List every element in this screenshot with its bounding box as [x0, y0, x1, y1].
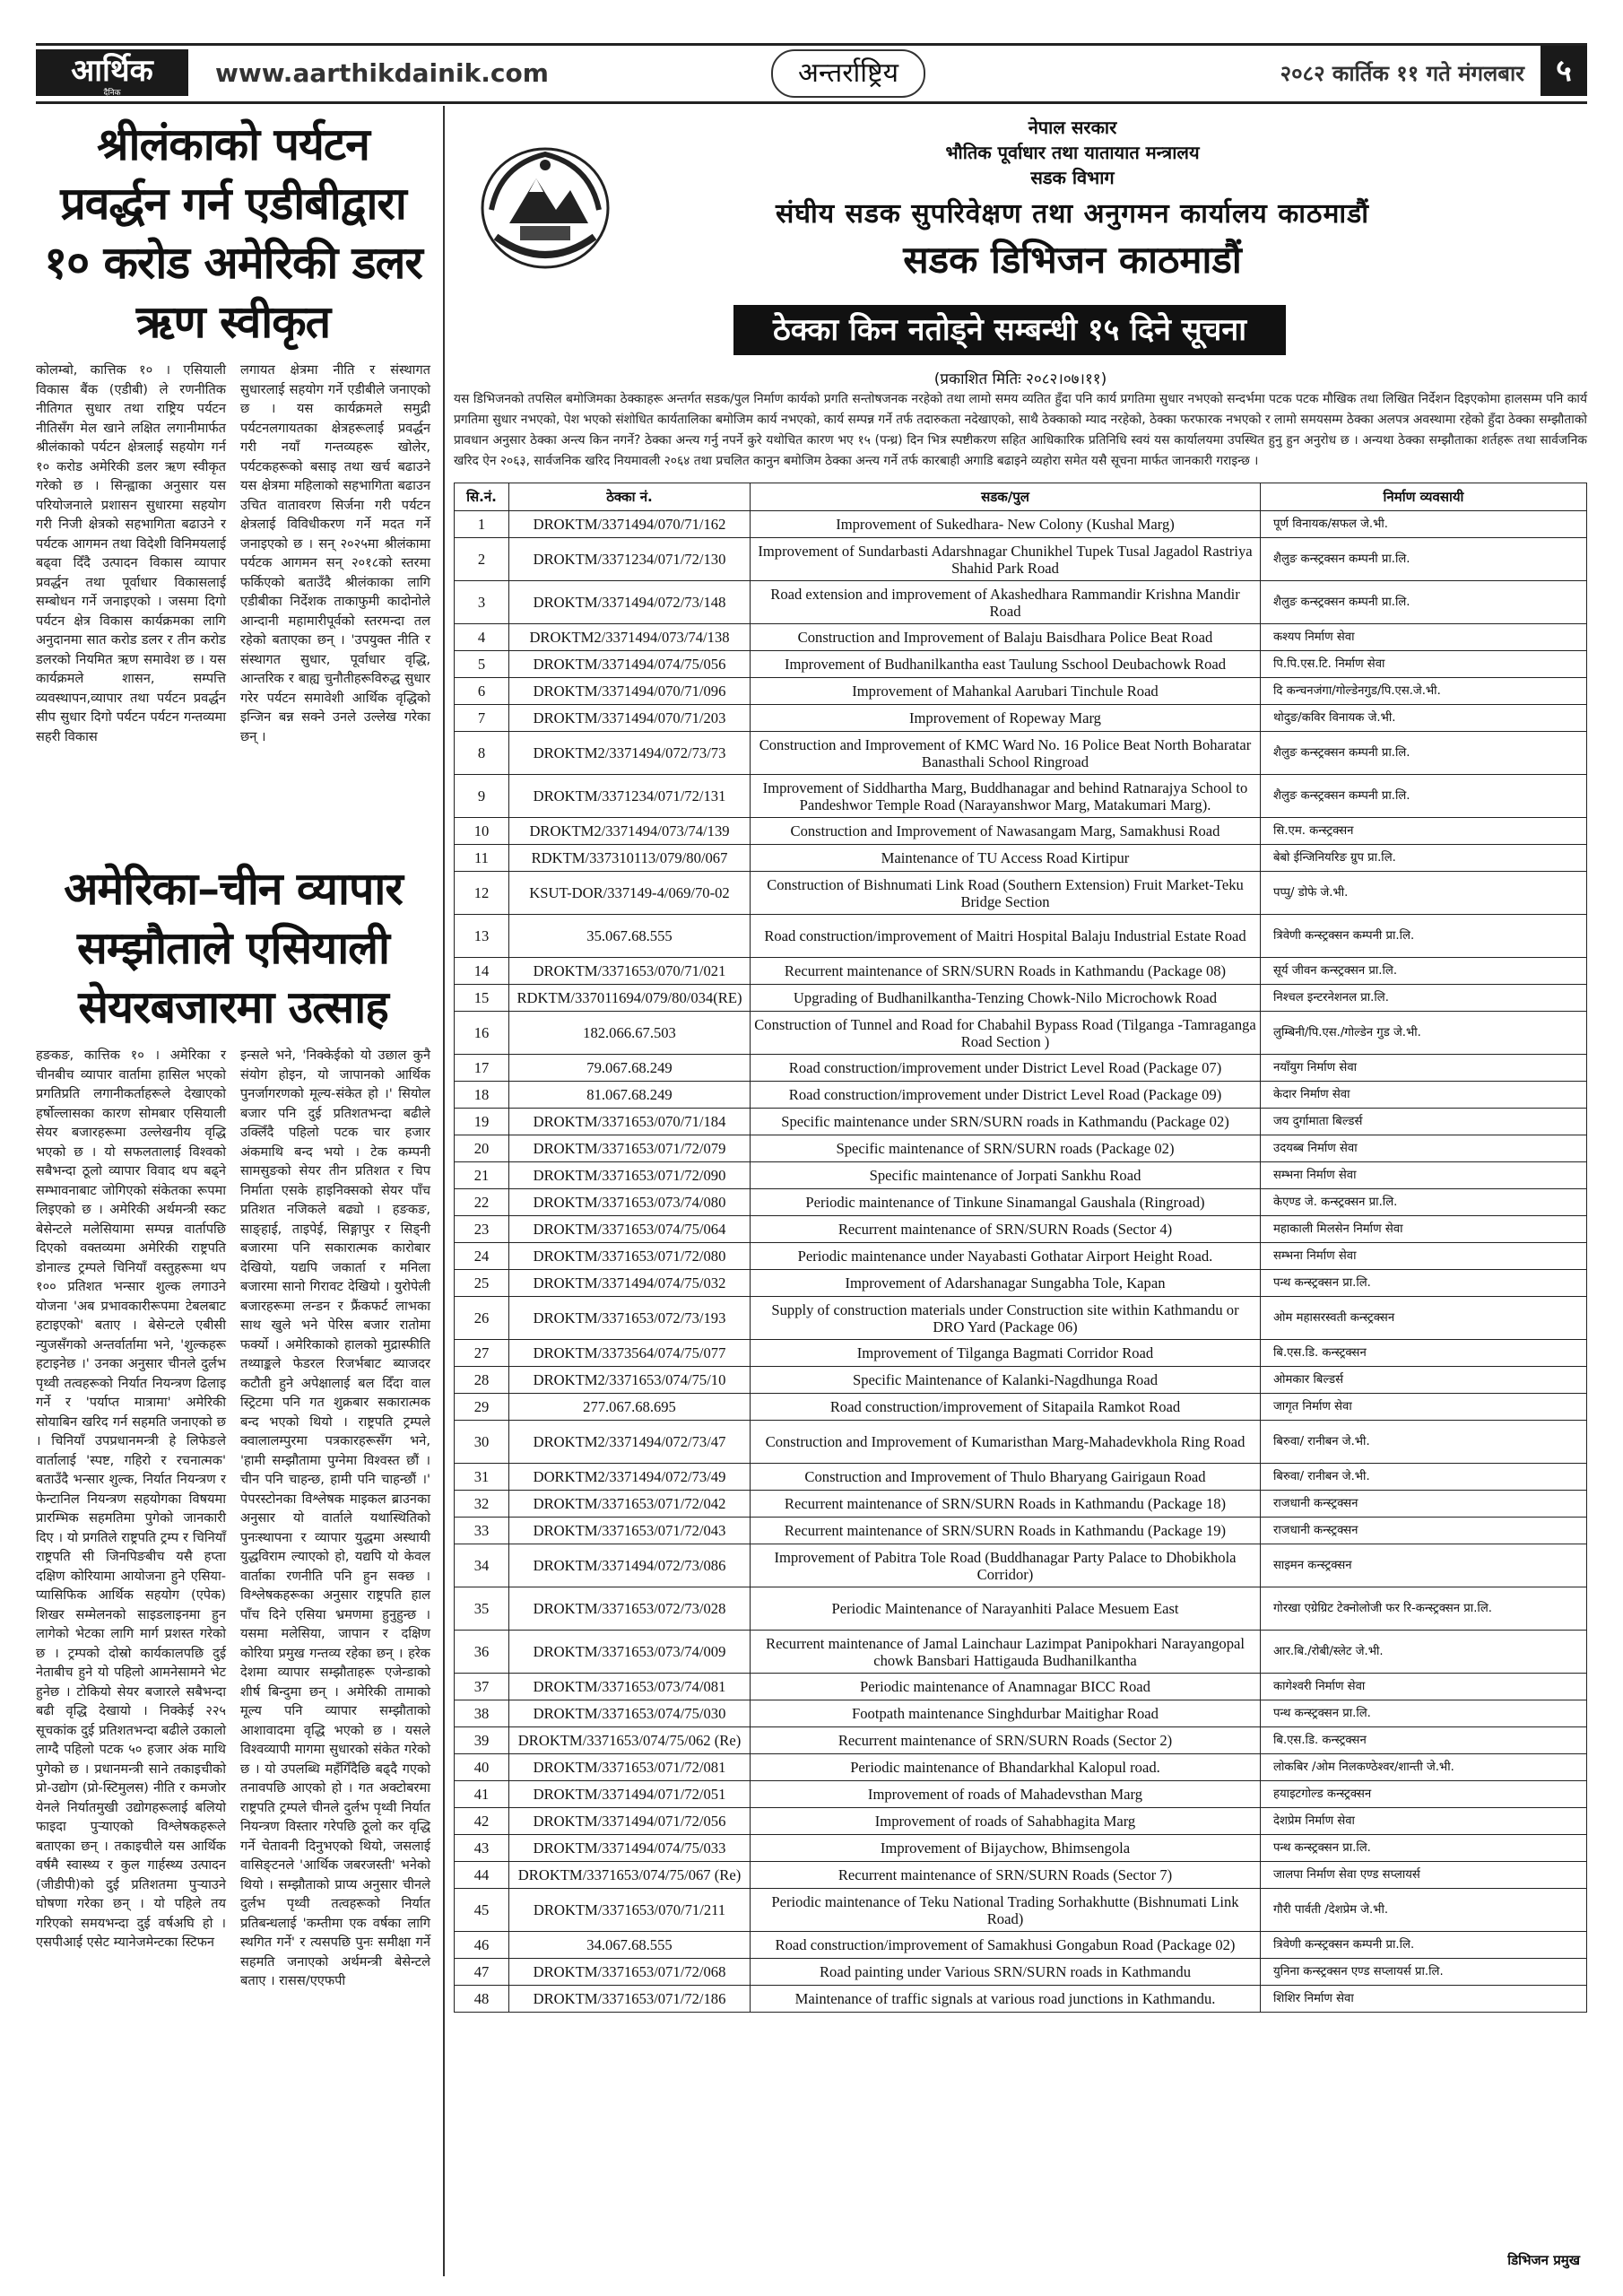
table-row: [455, 538, 1587, 581]
serial-cell: 24: [455, 1243, 509, 1270]
contractor-cell: राजधानी कन्स्ट्रक्सन: [1261, 1491, 1587, 1518]
table-row: [455, 1340, 1587, 1367]
serial-cell: 41: [455, 1781, 509, 1808]
table-row: [455, 958, 1587, 985]
contract-no-cell: DROKTM/3371494/070/71/096: [509, 678, 751, 705]
road-name-cell: Construction and Improvement of Thulo Bharyang Gairigaun Road: [751, 1464, 1261, 1491]
serial-cell: 1: [455, 511, 509, 538]
contract-no-cell: KSUT-DOR/337149-4/069/70-02: [509, 872, 751, 915]
table-row: [455, 1491, 1587, 1518]
road-name-cell: Recurrent maintenance of SRN/SURN Roads (Sector 2): [751, 1727, 1261, 1754]
serial-cell: 28: [455, 1367, 509, 1394]
serial-cell: 31: [455, 1464, 509, 1491]
contractor-cell: जालपा निर्माण सेवा एण्ड सप्लायर्स: [1261, 1862, 1587, 1889]
contractor-cell: पन्थ कन्स्ट्रक्सन प्रा.लि.: [1261, 1700, 1587, 1727]
serial-cell: 42: [455, 1808, 509, 1835]
contract-no-cell: DROKTM/3371653/074/75/062 (Re): [509, 1727, 751, 1754]
contractor-cell: आर.बि./रोबी/स्लेट जे.भी.: [1261, 1631, 1587, 1674]
contract-no-cell: DROKTM/3371653/074/75/064: [509, 1216, 751, 1243]
contract-no-cell: DROKTM/3371653/074/75/030: [509, 1700, 751, 1727]
contractor-cell: गोरखा एग्रेग्रिट टेक्नोलोजी फर रि-कन्स्ट्रक्सन प्रा.लि.: [1261, 1587, 1587, 1631]
table-row: [455, 1808, 1587, 1835]
table-row: [455, 705, 1587, 732]
contractor-cell: ओमकार बिल्डर्स: [1261, 1367, 1587, 1394]
story2-headline: अमेरिका–चीन व्यापार सम्झौताले एसियाली सेयरबजारमा उत्साह: [64, 862, 403, 1033]
road-name-cell: Improvement of Sundarbasti Adarshnagar Chunikhel Tupek Tusal Jagadol Rastriya Shahid Park Road: [751, 538, 1261, 581]
table-row: [455, 1587, 1587, 1631]
story-us-china-trade: [36, 859, 430, 1991]
contract-no-cell: DROKTM/3371494/074/75/032: [509, 1270, 751, 1297]
contractor-cell: पन्थ कन्स्ट्रक्सन प्रा.लि.: [1261, 1270, 1587, 1297]
serial-cell: 27: [455, 1340, 509, 1367]
contractor-cell: त्रिवेणी कन्स्ट्रक्सन कम्पनी प्रा.लि.: [1261, 1932, 1587, 1959]
serial-cell: 44: [455, 1862, 509, 1889]
table-row: [455, 1135, 1587, 1162]
serial-cell: 15: [455, 985, 509, 1012]
table-row: [455, 1270, 1587, 1297]
nepal-government-emblem-icon: [473, 138, 617, 273]
contractor-cell: लोकबिर /ओम निलकण्ठेश्वर/शान्ती जे.भी.: [1261, 1754, 1587, 1781]
table-row: [455, 1518, 1587, 1544]
serial-cell: 9: [455, 775, 509, 818]
contractor-cell: शैलुङ कन्स्ट्रक्सन कम्पनी प्रा.लि.: [1261, 538, 1587, 581]
road-name-cell: Recurrent maintenance of SRN/SURN Roads in Kathmandu (Package 18): [751, 1491, 1261, 1518]
serial-cell: 3: [455, 581, 509, 624]
story1-headline: श्रीलंकाको पर्यटन प्रवर्द्धन गर्न एडीबीद्वारा १० करोड अमेरिकी डलर ऋण स्वीकृत: [44, 117, 422, 348]
road-name-cell: Maintenance of traffic signals at various road junctions in Kathmandu.: [751, 1986, 1261, 2013]
contractor-cell: बि.एस.डि. कन्स्ट्रक्सन: [1261, 1727, 1587, 1754]
serial-cell: 6: [455, 678, 509, 705]
road-name-cell: Periodic maintenance of Tinkune Sinamangal Gaushala (Ringroad): [751, 1189, 1261, 1216]
serial-cell: 13: [455, 915, 509, 958]
newspaper-logo[interactable]: आर्थिक दैनिक: [36, 49, 188, 96]
road-name-cell: Specific maintenance under SRN/SURN roads in Kathmandu (Package 02): [751, 1109, 1261, 1135]
road-name-cell: Improvement of Ropeway Marg: [751, 705, 1261, 732]
serial-cell: 47: [455, 1959, 509, 1986]
serial-cell: 21: [455, 1162, 509, 1189]
contract-no-cell: DROKTM2/3371653/074/75/10: [509, 1367, 751, 1394]
contractor-cell: पप्पु/ डोफे जे.भी.: [1261, 872, 1587, 915]
contract-no-cell: DROKTM/3371653/073/74/081: [509, 1674, 751, 1700]
serial-cell: 22: [455, 1189, 509, 1216]
contractor-cell: थोदुङ/कविर विनायक जे.भी.: [1261, 705, 1587, 732]
table-row: [455, 1162, 1587, 1189]
contract-no-cell: DROKTM/3373564/074/75/077: [509, 1340, 751, 1367]
table-row: [455, 1700, 1587, 1727]
table-body: [455, 511, 1587, 2013]
serial-cell: 34: [455, 1544, 509, 1587]
serial-cell: 14: [455, 958, 509, 985]
road-name-cell: Improvement of roads of Sahabhagita Marg: [751, 1808, 1261, 1835]
serial-cell: 16: [455, 1012, 509, 1055]
contract-no-cell: 277.067.68.695: [509, 1394, 751, 1421]
contractor-cell: केएण्ड जे. कन्स्ट्रक्सन प्रा.लि.: [1261, 1189, 1587, 1216]
contract-table: [454, 483, 1587, 2013]
contractor-cell: उदयब्ब निर्माण सेवा: [1261, 1135, 1587, 1162]
serial-cell: 37: [455, 1674, 509, 1700]
road-name-cell: Road construction/improvement under District Level Road (Package 09): [751, 1082, 1261, 1109]
serial-cell: 35: [455, 1587, 509, 1631]
column-divider: [443, 106, 445, 2276]
contractor-cell: बिरुवा/ रानीबन जे.भी.: [1261, 1464, 1587, 1491]
contract-no-cell: DROKTM/3371653/072/73/028: [509, 1587, 751, 1631]
contractor-cell: जय दुर्गामाता बिल्डर्स: [1261, 1109, 1587, 1135]
notice-office-line: संघीय सडक सुपरिवेक्षण तथा अनुगमन कार्यालय काठमाडौं: [775, 198, 1370, 230]
table-row: [455, 1012, 1587, 1055]
road-name-cell: Road extension and improvement of Akashedhara Rammandir Krishna Mandir Road: [751, 581, 1261, 624]
page-number: ५: [1541, 46, 1587, 96]
contractor-cell: पि.पि.एस.टि. निर्माण सेवा: [1261, 651, 1587, 678]
contract-no-cell: RDKTM/337011694/079/80/034(RE): [509, 985, 751, 1012]
road-name-cell: Recurrent maintenance of SRN/SURN Roads in Kathmandu (Package 08): [751, 958, 1261, 985]
contractor-cell: दि कन्चनजंगा/गोल्डेनगुड/पि.एस.जे.भी.: [1261, 678, 1587, 705]
table-row: [455, 1674, 1587, 1700]
serial-cell: 45: [455, 1889, 509, 1932]
contractor-cell: बेबो ईन्जिनियरिङ ग्रुप प्रा.लि.: [1261, 845, 1587, 872]
contractor-cell: साइमन कन्स्ट्रक्सन: [1261, 1544, 1587, 1587]
serial-cell: 11: [455, 845, 509, 872]
masthead: [36, 43, 1587, 104]
table-row: [455, 581, 1587, 624]
contractor-cell: नयाँयुग निर्माण सेवा: [1261, 1055, 1587, 1082]
division-chief-signature: डिभिजन प्रमुख: [1507, 2252, 1580, 2268]
contract-no-cell: 182.066.67.503: [509, 1012, 751, 1055]
contract-no-cell: DROKTM2/3371494/072/73/47: [509, 1421, 751, 1464]
notice-department-line: सडक विभाग: [1030, 167, 1115, 188]
road-name-cell: Improvement of roads of Mahadevsthan Marg: [751, 1781, 1261, 1808]
serial-cell: 23: [455, 1216, 509, 1243]
table-row: [455, 1986, 1587, 2013]
road-name-cell: Improvement of Tilganga Bagmati Corridor Road: [751, 1340, 1261, 1367]
serial-cell: 12: [455, 872, 509, 915]
table-row: [455, 624, 1587, 651]
contract-no-cell: DROKTM/3371653/071/72/043: [509, 1518, 751, 1544]
serial-cell: 46: [455, 1932, 509, 1959]
table-row: [455, 678, 1587, 705]
road-name-cell: Footpath maintenance Singhdurbar Maitighar Road: [751, 1700, 1261, 1727]
road-name-cell: Road construction/improvement under District Level Road (Package 07): [751, 1055, 1261, 1082]
road-name-cell: Road painting under Various SRN/SURN roads in Kathmandu: [751, 1959, 1261, 1986]
table-row: [455, 651, 1587, 678]
road-name-cell: Construction and Improvement of Nawasangam Marg, Samakhusi Road: [751, 818, 1261, 845]
road-name-cell: Improvement of Budhanilkantha east Taulung Sschool Deubachowk Road: [751, 651, 1261, 678]
table-row: [455, 1297, 1587, 1340]
serial-cell: 19: [455, 1109, 509, 1135]
story-sri-lanka: [36, 115, 430, 746]
contract-no-cell: DROKTM/3371494/070/71/162: [509, 511, 751, 538]
notice-govt-line: नेपाल सरकार: [1028, 117, 1117, 138]
table-row: [455, 1216, 1587, 1243]
table-row: [455, 1055, 1587, 1082]
contract-no-cell: DROKTM/3371234/071/72/131: [509, 775, 751, 818]
table-row: [455, 818, 1587, 845]
serial-cell: 4: [455, 624, 509, 651]
table-row: [455, 1464, 1587, 1491]
road-name-cell: Improvement of Pabitra Tole Road (Buddhanagar Party Palace to Dhobikhola Corridor): [751, 1544, 1261, 1587]
serial-cell: 48: [455, 1986, 509, 2013]
story1-column-1: कोलम्बो, कात्तिक १० । एसियाली विकास बैंक (एडीबी) ले रणनीतिक नीतिगत सुधार तथा राष्ट्रिय पर्यटन नीतिसँग मेल खाने लक्षित लगानीमार्फत श्रीलंकाको पर्यटन क्षेत्रलाई सहयोग गर्न १० करोड अमेरिकी डलर ऋण स्वीकृत गरेको छ । सिन्ह्वाका अनुसार यस परियोजनाले प्रशासन सुधारमा सहयोग गरी निजी क्षेत्रको सहभागिता बढाउने र पर्यटक आगमन तथा विदेशी विनिमयलाई बढ्वा दिँदै उत्पादन विकास व्यापार प्रवर्द्धन तथा पूर्वाधार विकासलाई सम्बोधन गर्ने जनाइएको । जसमा दिगो पर्यटन क्षेत्र विकास कार्यक्रमका लागि अनुदानमा सात करोड डलर र तीन करोड डलरको नियमित ऋण समावेश छ । यस कार्यक्रमले शासन, सम्पत्ति व्यवस्थापन,व्यापार तथा पर्यटन प्रवर्द्धन सीप सुधार दिगो पर्यटन पर्यटन गन्तव्यमा सहरी विकास: [36, 362, 226, 744]
road-name-cell: Improvement of Mahankal Aarubari Tinchule Road: [751, 678, 1261, 705]
table-row: [455, 1631, 1587, 1674]
contract-no-cell: DROKTM/3371494/071/72/051: [509, 1781, 751, 1808]
contract-no-cell: DROKTM/3371494/072/73/086: [509, 1544, 751, 1587]
notice-banner-title: ठेक्का किन नतोड्ने सम्बन्धी १५ दिने सूचना: [733, 305, 1286, 355]
contractor-cell: जागृत निर्माण सेवा: [1261, 1394, 1587, 1421]
serial-cell: 36: [455, 1631, 509, 1674]
contract-no-cell: DROKTM/3371653/073/74/009: [509, 1631, 751, 1674]
road-name-cell: Construction and Improvement of Balaju Baisdhara Police Beat Road: [751, 624, 1261, 651]
table-header-cell: ठेक्का नं.: [509, 483, 751, 511]
road-name-cell: Recurrent maintenance of SRN/SURN Roads in Kathmandu (Package 19): [751, 1518, 1261, 1544]
contract-no-cell: DROKTM/3371653/071/72/186: [509, 1986, 751, 2013]
serial-cell: 38: [455, 1700, 509, 1727]
road-name-cell: Improvement of Siddhartha Marg, Buddhanagar and behind Ratnarajya School to Pandeshwor Temple Road (Narayanshwor Marg, Matakumari Marg).: [751, 775, 1261, 818]
road-name-cell: Periodic maintenance of Anamnagar BICC Road: [751, 1674, 1261, 1700]
road-name-cell: Construction of Bishnumati Link Road (Southern Extension) Fruit Market-Teku Bridge Section: [751, 872, 1261, 915]
serial-cell: 30: [455, 1421, 509, 1464]
contract-no-cell: DROKTM/3371653/071/72/090: [509, 1162, 751, 1189]
road-name-cell: Improvement of Bijaychow, Bhimsengola: [751, 1835, 1261, 1862]
website-link[interactable]: www.aarthikdainik.com: [215, 58, 549, 88]
table-row: [455, 1959, 1587, 1986]
contractor-cell: शैलुङ कन्स्ट्रक्सन कम्पनी प्रा.लि.: [1261, 581, 1587, 624]
serial-cell: 17: [455, 1055, 509, 1082]
road-name-cell: Upgrading of Budhanilkantha-Tenzing Chowk-Nilo Microchowk Road: [751, 985, 1261, 1012]
table-header-cell: निर्माण व्यवसायी: [1261, 483, 1587, 511]
issue-date: २०८२ कार्तिक ११ गते मंगलबार: [1280, 61, 1524, 86]
table-header-cell: सडक/पुल: [751, 483, 1261, 511]
serial-cell: 32: [455, 1491, 509, 1518]
contractor-cell: ओम महासरस्वती कन्स्ट्रक्सन: [1261, 1297, 1587, 1340]
road-name-cell: Periodic Maintenance of Narayanhiti Palace Mesuem East: [751, 1587, 1261, 1631]
table-row: [455, 1781, 1587, 1808]
road-name-cell: Road construction/improvement of Samakhusi Gongabun Road (Package 02): [751, 1932, 1261, 1959]
road-name-cell: Specific maintenance of Jorpati Sankhu Road: [751, 1162, 1261, 1189]
contractor-cell: शिशिर निर्माण सेवा: [1261, 1986, 1587, 2013]
road-name-cell: Periodic maintenance under Nayabasti Gothatar Airport Height Road.: [751, 1243, 1261, 1270]
table-row: [455, 845, 1587, 872]
road-name-cell: Maintenance of TU Access Road Kirtipur: [751, 845, 1261, 872]
story1-column-2: लगायत क्षेत्रमा नीति र संस्थागत सुधारलाई सहयोग गर्ने एडीबीले जनाएको छ । यस कार्यक्रमले समुद्री पर्यटनलगायतका क्षेत्रहरूलाई प्रवर्द्धन गरी नयाँ गन्तव्यहरू खोलेर, पर्यटकहरूको बसाइ तथा खर्च बढाउने यस क्षेत्रमा महिलाको सहभागिता बढाउन उचित वातावरण सिर्जना गरी पर्यटन क्षेत्रलाई विविधीकरण गर्ने मदत गर्ने जनाइएको छ । सन् २०२५मा श्रीलंकामा पर्यटक आगमन सन् २०१८को स्तरमा फर्किएको बताउँदै श्रीलंकाका लागि एडीबीका निर्देशक ताकाफुमी कादोनोले आन्दानी महामारीपूर्वको स्तरमन्दा तल रहेको बताएका छन् । 'उपयुक्त नीति र संस्थागत सुधार, पूर्वाधार वृद्धि, आन्तरिक र बाह्य चुनौतीहरूविरुद्ध सुधार गरेर पर्यटन समावेशी आर्थिक वृद्धिको इन्जिन बन्न सक्ने उनले उल्लेख गरेका छन् ।: [240, 362, 430, 744]
table-row: [455, 1421, 1587, 1464]
serial-cell: 29: [455, 1394, 509, 1421]
table-header-row: [455, 483, 1587, 511]
contractor-cell: गौरी पार्वती /देशप्रेम जे.भी.: [1261, 1889, 1587, 1932]
contract-no-cell: DROKTM/3371494/074/75/056: [509, 651, 751, 678]
contract-no-cell: 34.067.68.555: [509, 1932, 751, 1959]
story2-column-1: हङकङ, कात्तिक १० । अमेरिका र चीनबीच व्यापार वार्तामा हासिल भएको प्रगतिप्रति लगानीकर्ताहरूले देखाएको हर्षोल्लासका कारण सोमबार एसियाली सेयर बजारहरूमा उल्लेखनीय वृद्धि भएको छ । यो सफलतालाई विश्वको सबैभन्दा ठूलो व्यापार विवाद थप बढ्ने सम्भावनाबाट जोगिएको संकेतका रूपमा लिइएको छ । अमेरिकी अर्थमन्त्री स्कट बेसेन्टले मलेसियामा सम्पन्न वार्तापछि दिएको वक्तव्यमा अमेरिकी राष्ट्रपति डोनाल्ड ट्रम्पले चिनियाँ वस्तुहरूमा थप १०० प्रतिशत भन्सार शुल्क लगाउने योजना 'अब प्रभावकारीरूपमा टेबलबाट हटाइएको' बताए । बेसेन्टले एबीसी न्युजसँगको अन्तर्वार्तामा भने, 'शुल्कहरू हटाइनेछ ।' उनका अनुसार चीनले दुर्लभ पृथ्वी तत्वहरूको निर्यात नियन्त्रण ढिलाइ गर्ने र 'पर्याप्त मात्रामा' अमेरिकी सोयाबिन खरिद गर्न सहमति जनाएको छ । चिनियाँ उपप्रधानमन्त्री हे लिफेङले वार्तालाई 'स्पष्ट, गहिरो र रचनात्मक' बताउँदै भन्सार शुल्क, निर्यात नियन्त्रण र फेन्टानिल नियन्त्रण सहयोगका विषयमा प्रारम्भिक सहमतिमा पुगेको जानकारी दिए । यो प्रगतिले राष्ट्रपति ट्रम्प र चिनियाँ राष्ट्रपति सी जिनपिङबीच यसै हप्ता दक्षिण कोरियामा आयोजना हुने एसिया-प्यासिफिक आर्थिक सहयोग (एपेक) शिखर सम्मेलनको साइडलाइनमा हुन लागेको भेटका लागि मार्ग प्रशस्त गरेको छ । ट्रम्पको दोस्रो कार्यकालपछि दुई नेताबीच हुने यो पहिलो आमनेसामने भेट हुनेछ । टोकियो सेयर बजारले सबैभन्दा बढी वृद्धि देखायो । निक्केई २२५ सूचकांक दुई प्रतिशतभन्दा बढीले उकालो लाग्दै पहिलो पटक ५० हजार अंक माथि पुगेको छ । प्रधानमन्त्री साने तकाइचीको प्रो-उद्योग (प्रो-स्टिमुलस) नीति र कमजोर येनले निर्यातमुखी उद्योगहरूलाई बलियो फाइदा पुऱ्याएको विश्लेषकहरूले बताएका छन् । तकाइचीले यस आर्थिक वर्षमै स्वास्थ्य र कुल गार्हस्थ्य उत्पादन (जीडीपी)को दुई प्रतिशतमा पुऱ्याउने घोषणा गरेका छन् । यो पहिले तय गरिएको समयभन्दा दुई वर्षअघि हो । एसपीआई एसेट म्यानेजमेन्टका स्टिफन: [36, 1048, 226, 1950]
table-row: [455, 511, 1587, 538]
road-name-cell: Road construction/improvement of Maitri Hospital Balaju Industrial Estate Road: [751, 915, 1261, 958]
road-name-cell: Recurrent maintenance of SRN/SURN Roads (Sector 4): [751, 1216, 1261, 1243]
serial-cell: 20: [455, 1135, 509, 1162]
contractor-cell: शैलुङ कन्स्ट्रक्सन कम्पनी प्रा.लि.: [1261, 775, 1587, 818]
section-label: अन्तर्राष्ट्रिय: [771, 49, 925, 98]
contractor-cell: बिरुवा/ रानीबन जे.भी.: [1261, 1421, 1587, 1464]
serial-cell: 2: [455, 538, 509, 581]
contractor-cell: लुम्बिनी/पि.एस./गोल्डेन गुड जे.भी.: [1261, 1012, 1587, 1055]
road-name-cell: Recurrent maintenance of Jamal Lainchaur Lazimpat Panipokhari Narayangopal chowk Bansbari Hattigauda Budhanilkantha: [751, 1631, 1261, 1674]
serial-cell: 10: [455, 818, 509, 845]
table-row: [455, 1189, 1587, 1216]
serial-cell: 25: [455, 1270, 509, 1297]
road-name-cell: Periodic maintenance of Bhandarkhal Kalopul road.: [751, 1754, 1261, 1781]
contractor-cell: कश्यप निर्माण सेवा: [1261, 624, 1587, 651]
contract-no-cell: DROKTM/3371653/071/72/042: [509, 1491, 751, 1518]
table-row: [455, 1727, 1587, 1754]
table-row: [455, 1394, 1587, 1421]
road-name-cell: Specific maintenance of SRN/SURN roads (Package 02): [751, 1135, 1261, 1162]
table-row: [455, 775, 1587, 818]
contract-no-cell: DROKTM/3371653/070/71/184: [509, 1109, 751, 1135]
contract-no-cell: DROKTM/3371653/074/75/067 (Re): [509, 1862, 751, 1889]
contract-no-cell: DROKTM/3371653/070/71/021: [509, 958, 751, 985]
contractor-cell: सम्भना निर्माण सेवा: [1261, 1243, 1587, 1270]
contract-no-cell: DROKTM/3371653/072/73/193: [509, 1297, 751, 1340]
serial-cell: 43: [455, 1835, 509, 1862]
table-row: [455, 915, 1587, 958]
serial-cell: 7: [455, 705, 509, 732]
contract-no-cell: 35.067.68.555: [509, 915, 751, 958]
serial-cell: 33: [455, 1518, 509, 1544]
road-name-cell: Construction and Improvement of Kumaristhan Marg-Mahadevkhola Ring Road: [751, 1421, 1261, 1464]
road-name-cell: Improvement of Adarshanagar Sungabha Tole, Kapan: [751, 1270, 1261, 1297]
contract-no-cell: DROKTM/3371494/074/75/033: [509, 1835, 751, 1862]
table-header-cell: सि.नं.: [455, 483, 509, 511]
contract-no-cell: RDKTM/337310113/079/80/067: [509, 845, 751, 872]
serial-cell: 5: [455, 651, 509, 678]
notice-ministry-line: भौतिक पूर्वाधार तथा यातायात मन्त्रालय: [945, 142, 1200, 163]
contract-no-cell: DROKTM/3371653/070/71/211: [509, 1889, 751, 1932]
notice-publish-date: (प्रकाशित मितिः २०८२।०७।११): [933, 370, 1107, 388]
contract-no-cell: DROKTM/3371653/071/72/080: [509, 1243, 751, 1270]
contract-no-cell: DROKTM/3371494/071/72/056: [509, 1808, 751, 1835]
contract-no-cell: DROKTM2/3371494/073/74/138: [509, 624, 751, 651]
road-name-cell: Construction and Improvement of KMC Ward No. 16 Police Beat North Boharatar Banasthali School Ringroad: [751, 732, 1261, 775]
contractor-cell: युनिना कन्स्ट्रक्सन एण्ड सप्लायर्स प्रा.लि.: [1261, 1959, 1587, 1986]
contractor-cell: सूर्य जीवन कन्स्ट्रक्सन प्रा.लि.: [1261, 958, 1587, 985]
contract-no-cell: DROKTM2/3371494/073/74/139: [509, 818, 751, 845]
contractor-cell: बि.एस.डि. कन्स्ट्रक्सन: [1261, 1340, 1587, 1367]
contractor-cell: राजधानी कन्स्ट्रक्सन: [1261, 1518, 1587, 1544]
table-row: [455, 1889, 1587, 1932]
road-name-cell: Specific Maintenance of Kalanki-Nagdhunga Road: [751, 1367, 1261, 1394]
contract-no-cell: DORKTM2/3371494/072/73/49: [509, 1464, 751, 1491]
table-row: [455, 985, 1587, 1012]
table-row: [455, 1082, 1587, 1109]
contract-no-cell: DROKTM/3371494/070/71/203: [509, 705, 751, 732]
road-name-cell: Recurrent maintenance of SRN/SURN Roads (Sector 7): [751, 1862, 1261, 1889]
contractor-cell: केदार निर्माण सेवा: [1261, 1082, 1587, 1109]
contractor-cell: सि.एम. कन्स्ट्रक्सन: [1261, 818, 1587, 845]
contract-no-cell: 81.067.68.249: [509, 1082, 751, 1109]
contractor-cell: निश्चल इन्टरनेशनल प्रा.लि.: [1261, 985, 1587, 1012]
table-row: [455, 1835, 1587, 1862]
tender-notice: [454, 106, 1587, 2276]
contract-no-cell: DROKTM/3371653/071/72/081: [509, 1754, 751, 1781]
contractor-cell: देशप्रेम निर्माण सेवा: [1261, 1808, 1587, 1835]
road-name-cell: Improvement of Sukedhara- New Colony (Kushal Marg): [751, 511, 1261, 538]
notice-body: यस डिभिजनको तपसिल बमोजिमका ठेक्काहरू अन्तर्गत सडक/पुल निर्माण कार्यको प्रगति सन्तोषजनक नरहेको तथा लामो समय व्यतित हुँदा पनि कार्य प्रगतिमा सुधार नभएको सन्दर्भमा पटक पटक मौखिक तथा लिखित निर्देशन दिइएकोमा हालसम्म पनि कार्य प्रगतिमा सुधार नभएको, पेश भएको संशोधित कार्यतालिका बमोजिम कार्य नभएको, कार्य सम्पन्न गर्ने तर्फ तदारुकता नदेखाएको, साथै ठेक्काको म्याद नरहेको, ठेक्का फरफारक नभएको र लामो समयसम्म ठेक्का अलपत्र अवस्थामा रहेको हुँदा ठेक्का सम्झौताको प्रावधान अनुसार ठेक्का अन्त्य किन नगर्ने? ठेक्का अन्त्य गर्नु नपर्ने कुरे यथोचित कारण भए १५ (पन्ध्र) दिन भित्र स्पष्टीकरण सहित आधिकारिक प्रतिनिधि स्वयं यस कार्यालयमा उपस्थित हुनु हुन अनुरोध छ । अन्यथा ठेक्का सम्झौताका शर्तहरू तथा सार्वजनिक खरिद ऐन २०६३, सार्वजनिक खरिद नियमावली २०६४ तथा प्रचलित कानुन बमोजिम ठेक्का अन्त्य गर्ने तर्फ कारबाही अगाडि बढाइने व्यहोरा समेत यसै सूचना मार्फत जानकारी गराइन्छ ।: [454, 392, 1587, 468]
table-row: [455, 1754, 1587, 1781]
notice-division-title: सडक डिभिजन काठमाडौं: [903, 238, 1242, 282]
table-row: [455, 1367, 1587, 1394]
contract-no-cell: DROKTM/3371494/072/73/148: [509, 581, 751, 624]
table-row: [455, 1243, 1587, 1270]
road-name-cell: Construction of Tunnel and Road for Chabahil Bypass Road (Tilganga -Tamraganga Road Section ): [751, 1012, 1261, 1055]
table-row: [455, 872, 1587, 915]
serial-cell: 8: [455, 732, 509, 775]
table-row: [455, 1862, 1587, 1889]
serial-cell: 18: [455, 1082, 509, 1109]
road-name-cell: Road construction/improvement of Sitapaila Ramkot Road: [751, 1394, 1261, 1421]
road-name-cell: Periodic maintenance of Teku National Trading Sorhakhutte (Bishnumati Link Road): [751, 1889, 1261, 1932]
contract-no-cell: DROKTM/3371653/073/74/080: [509, 1189, 751, 1216]
table-row: [455, 1109, 1587, 1135]
contractor-cell: हयाइटगोल्ड कन्स्ट्रक्सन: [1261, 1781, 1587, 1808]
contractor-cell: सम्भना निर्माण सेवा: [1261, 1162, 1587, 1189]
table-row: [455, 1544, 1587, 1587]
serial-cell: 26: [455, 1297, 509, 1340]
table-row: [455, 732, 1587, 775]
contract-no-cell: DROKTM/3371653/071/72/068: [509, 1959, 751, 1986]
serial-cell: 40: [455, 1754, 509, 1781]
contractor-cell: पन्थ कन्स्ट्रक्सन प्रा.लि.: [1261, 1835, 1587, 1862]
table-row: [455, 1932, 1587, 1959]
contract-no-cell: 79.067.68.249: [509, 1055, 751, 1082]
contractor-cell: त्रिवेणी कन्स्ट्रक्सन कम्पनी प्रा.लि.: [1261, 915, 1587, 958]
contractor-cell: महाकाली मिलसेन निर्माण सेवा: [1261, 1216, 1587, 1243]
contractor-cell: शैलुङ कन्स्ट्रक्सन कम्पनी प्रा.लि.: [1261, 732, 1587, 775]
contract-no-cell: DROKTM2/3371494/072/73/73: [509, 732, 751, 775]
road-name-cell: Supply of construction materials under Construction site within Kathmandu or DRO Yard (Package 06): [751, 1297, 1261, 1340]
contract-no-cell: DROKTM/3371234/071/72/130: [509, 538, 751, 581]
serial-cell: 39: [455, 1727, 509, 1754]
contract-no-cell: DROKTM/3371653/071/72/079: [509, 1135, 751, 1162]
contractor-cell: पूर्ण विनायक/सफल जे.भी.: [1261, 511, 1587, 538]
story2-column-2: इन्सले भने, 'निक्केईको यो उछाल कुनै संयोग होइन, यो जापानको आर्थिक पुनर्जागरणको मूल्य-संकेत हो ।' सियोल बजार पनि दुई प्रतिशतभन्दा बढीले उक्लिँदै पहिलो पटक चार हजार अंकमाथि बन्द भयो । टेक कम्पनी सामसुङको सेयर तीन प्रतिशत र चिप निर्माता एसके हाइनिक्सको सेयर पाँच प्रतिशत नजिकले बढ्यो । हङकङ, साङ्हाई, ताइपेई, सिङ्गापुर र सिड्नी बजारमा पनि सकारात्मक कारोबार देखियो, यद्यपि जकार्ता र मनिला बजारमा सानो गिरावट देखियो । युरोपेली बजारहरूमा लन्डन र फ्रैंकफर्ट लाभका साथ खुले भने पेरिस बजार रातोमा फर्क्यो । अमेरिकाको हालको मुद्रास्फीति तथ्याङ्कले फेडरल रिजर्भबाट ब्याजदर कटौती हुने अपेक्षालाई बल दिँदा वाल स्ट्रिटमा पनि गत शुक्रबार सकारात्मक बन्द भएको थियो । राष्ट्रपति ट्रम्पले क्वालालम्पुरमा पत्रकारहरूसँग भने, 'हामी सम्झौतामा पुग्नेमा विश्वस्त छौं । चीन पनि चाहन्छ, हामी पनि चाहन्छौं ।' पेपरस्टोनका विश्लेषक माइकल ब्राउनका अनुसार यो वार्ताले यथास्थितिको पुनःस्थापना र व्यापार युद्धमा अस्थायी युद्धविराम ल्याएको हो, यद्यपि यो केवल वार्ताका रणनीति पनि हुन सक्छ । विश्लेषकहरूका अनुसार राष्ट्रपति हाल पाँच दिने एसिया भ्रमणमा हुनुहुन्छ । यसमा मलेसिया, जापान र दक्षिण कोरिया प्रमुख गन्तव्य रहेका छन् । हरेक देशमा व्यापार सम्झौताहरू एजेन्डाको शीर्ष बिन्दुमा छन् । अमेरिकी तामाको मूल्य पनि व्यापार सम्झौताको आशावादमा वृद्धि भएको छ । यसले विश्वव्यापी मागमा सुधारको संकेत गरेको छ । यो उपलब्धि महँगिँदैछि बढ्दै गएको तनावपछि आएको हो । गत अक्टोबरमा राष्ट्रपति ट्रम्पले चीनले दुर्लभ पृथ्वी निर्यात नियन्त्रण विस्तार गरेपछि ठूलो कर वृद्धि गर्ने चेतावनी दिनुभएको थियो, जसलाई वासिङ्टनले 'आर्थिक जबरजस्ती' भनेको थियो । सम्झौताको प्राप्य अनुसार चीनले दुर्लभ पृथ्वी तत्वहरूको निर्यात प्रतिबन्धलाई 'कम्तीमा एक वर्षका लागि स्थगित गर्ने' र त्यसपछि पुनः समीक्षा गर्ने सहमति जनाएको अर्थमन्त्री बेसेन्टले बताए । रासस/एएफपी: [240, 1048, 430, 1988]
contractor-cell: कागेश्वरी निर्माण सेवा: [1261, 1674, 1587, 1700]
